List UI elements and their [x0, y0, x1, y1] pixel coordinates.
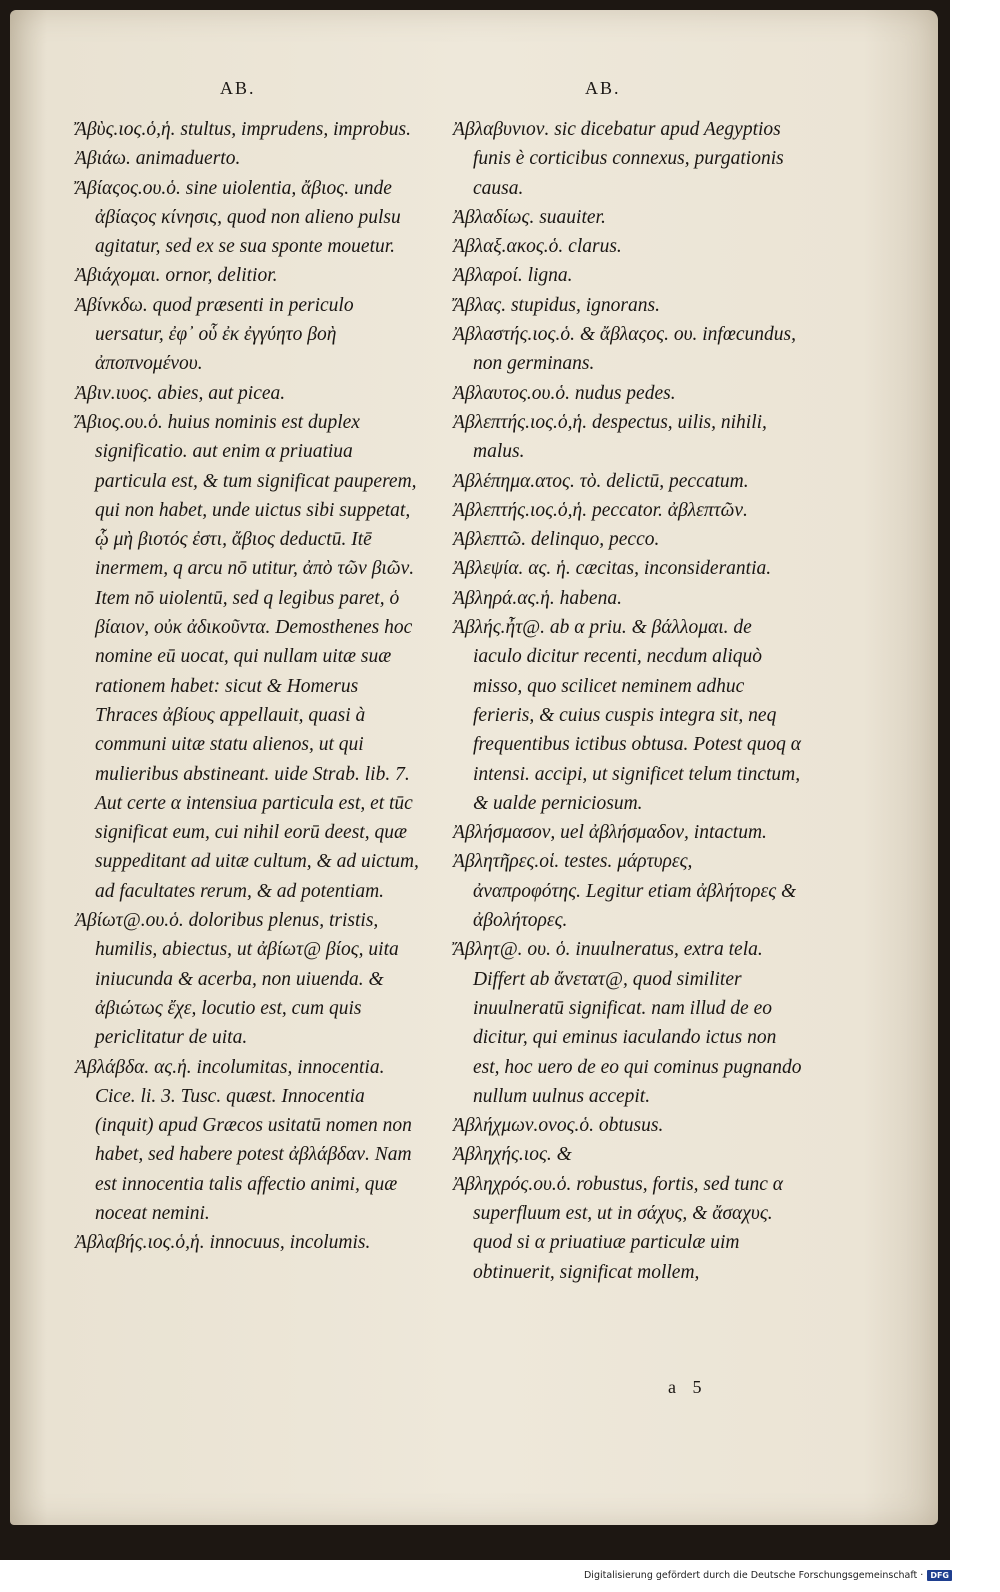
- dictionary-entry: Ἀβληχής.ιος. &: [453, 1144, 572, 1166]
- dictionary-entry: Ἄβίαςος.ου.ὁ. sine uiolentia, ἄβιος. unde ἀβίαςος κίνησις, quod non alieno pulsu agitatur, sed ex se sua sponte mouetur.: [75, 177, 401, 258]
- dictionary-entry: Ἄβὺς.ιος.ὁ,ἡ. stultus, imprudens, improbus.: [75, 119, 411, 140]
- dictionary-entry: Ἄβλας. stupidus, ignorans.: [453, 294, 660, 316]
- dictionary-entry: Ἀβλεπτής.ιος.ὁ,ἡ. peccator. ἀβλεπτῶν.: [453, 499, 748, 521]
- running-header-right: AB.: [585, 78, 621, 98]
- dictionary-entry: Ἀβιν.ιυος. abies, aut picea.: [75, 382, 286, 404]
- dictionary-entry: Ἀβληρά.ας.ἡ. habena.: [453, 587, 622, 609]
- digitization-footer: [584, 1570, 952, 1581]
- dictionary-entry: Ἀβλεπτῶ. delinquo, pecco.: [453, 529, 660, 551]
- dictionary-entry: Ἀβλαδίως. suauiter.: [453, 206, 606, 228]
- dictionary-entry: Ἀβλήχμων.ονος.ὁ. obtusus.: [453, 1115, 664, 1137]
- dfg-logo-icon: DFG: [927, 1570, 952, 1581]
- dictionary-entry: Ἀβλαροί. ligna.: [453, 265, 573, 287]
- dictionary-entry: Ἀβιάχομαι. ornor, delitior.: [75, 265, 278, 287]
- dictionary-entry: Ἀβλαυτος.ου.ὁ. nudus pedes.: [453, 382, 676, 404]
- dictionary-entry: Ἀβλαστής.ιος.ὁ. & ἄβλαςος. ου. infœcundus, non germinans.: [453, 324, 796, 375]
- dictionary-entry: Ἀβλεψία. ας. ἡ. cæcitas, inconsiderantia.: [453, 558, 772, 580]
- book-page: [10, 10, 938, 1525]
- dictionary-entry: Ἄβιος.ου.ὁ. huius nominis est duplex significatio. aut enim α priuatiua particula est, & tum significat pauperem, qui non habet, unde uictus sibi suppetat, ᾧ μὴ βιοτός ἐστι, ἄβιος deductū. Itē inermem, q arcu nō utitur, ἀπὸ τῶν βιῶν. Item nō uiolentū, sed q legibus paret, ὁ βίαιον, οὐκ ἀδικοῦντα. Demosthenes hoc nomine eū uocat, qui nullam uitæ suæ rationem habet: sicut & Homerus Thraces ἀβίους appellauit, quasi à communi uitæ statu alienos, ut qui mulieribus abstineant. uide Strab. lib. 7. Aut certe α intensiua particula est, et tūc significat eum, cui nihil eorū deest, quæ suppeditant ad uitæ cultum, & ad uictum, ad facultates rerum, & ad potentiam.: [75, 411, 419, 902]
- dictionary-entry: Ἀβλέπημα.ατος. τὸ. delictū, peccatum.: [453, 470, 749, 492]
- dictionary-entry: Ἀβίνκδω. quod præsenti in periculo uersatur, ἐφ᾽ οὗ ἐκ ἐγγύητο βοὴ ἀποπνομένου.: [75, 294, 354, 375]
- dictionary-entry: Ἀβλαβυνιον. sic dicebatur apud Aegyptios funis è corticibus connexus, purgationis causa.: [453, 119, 784, 199]
- dictionary-entry: Ἀβλαβής.ιος.ὁ,ἡ. innocuus, incolumis.: [75, 1232, 371, 1254]
- signature-mark: a 5: [668, 1377, 708, 1397]
- dictionary-entry: Ἀβλής.ἦτ@. ab α priu. & βάλλομαι. de iaculo dicitur recenti, necdum aliquò misso, quo scilicet neminem adhuc ferieris, & cuius cuspis integra sit, neq frequentibus ictibus obtusa. Potest quoq α intensi. accipi, ut significet telum tinctum, & ualde perniciosum.: [453, 617, 801, 814]
- dictionary-entry: Ἄβλητ@. ου. ὁ. inuulneratus, extra tela. Differt ab ἄνετατ@, quod similiter inuulneratū significat. nam illud de eo dicitur, qui eminus iaculando ictus non est, hoc uero de eo qui cominus pugnando nullum uulnus accepit.: [453, 939, 802, 1107]
- dictionary-entry: Ἀβιάω. animaduerto.: [75, 148, 241, 170]
- dictionary-entry: Ἀβίωτ@.ου.ὁ. doloribus plenus, tristis, humilis, abiectus, ut ἀβίωτ@ βίος, uita iniucunda & acerba, non uiuenda. & ἀβιώτως ἔχε, locutio est, cum quis periclitatur de uita.: [75, 910, 399, 1049]
- right-column: [453, 115, 803, 1287]
- dictionary-entry: Ἀβλάβδα. ας.ἡ. incolumitas, innocentia. Cice. li. 3. Tusc. quæst. Innocentia (inquit) apud Græcos usitatū nomen non habet, sed habere potest ἀβλάβδαν. Nam est innocentia talis affectio animi, quæ noceat nemini.: [75, 1056, 412, 1224]
- dictionary-entry: Ἀβλεπτής.ιος.ὁ,ἡ. despectus, uilis, nihili, malus.: [453, 411, 767, 463]
- dictionary-entry: Ἀβληχρός.ου.ὁ. robustus, fortis, sed tunc α superfluum est, ut in σάχυς, & ἄσαχυς. quod si α priuatiuæ particulæ uim obtinuerit, significat mollem,: [453, 1173, 783, 1283]
- dictionary-entry: Ἀβλήσμασον, uel ἀβλήσμαδον, intactum.: [453, 822, 767, 844]
- left-column: [75, 115, 425, 1258]
- running-header-left: AB.: [220, 78, 256, 98]
- footer-text: Digitalisierung gefördert durch die Deutsche Forschungsgemeinschaft ·: [583, 1570, 924, 1581]
- dictionary-entry: Ἀβλητῆρες.οἱ. testes. μάρτυρες, ἀναπροφότης. Legitur etiam ἀβλήτορες & ἀβολήτορες.: [453, 851, 797, 932]
- dictionary-entry: Ἀβλαξ.ακος.ὁ. clarus.: [453, 236, 622, 258]
